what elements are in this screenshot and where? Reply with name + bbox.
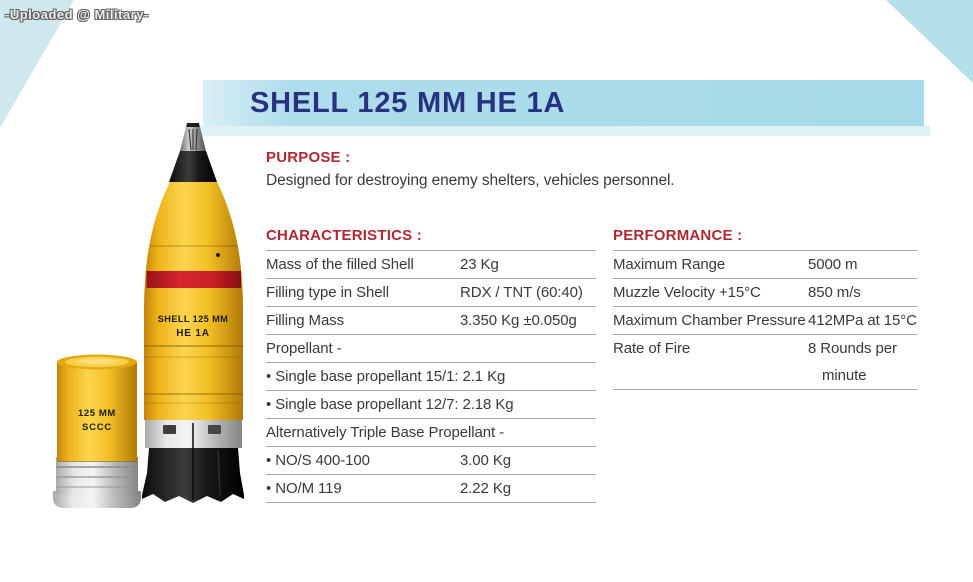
table-row	[266, 446, 596, 474]
row-label: Propellant -	[266, 340, 342, 357]
table-row	[266, 362, 596, 390]
characteristics-section	[266, 227, 596, 503]
row-value: 5000 m	[808, 256, 858, 273]
title-banner-underline	[192, 126, 930, 136]
characteristics-heading: CHARACTERISTICS :	[266, 227, 422, 244]
row-label: • Single base propellant 12/7: 2.18 Kg	[266, 396, 514, 413]
performance-table	[613, 250, 917, 390]
title-banner	[203, 80, 924, 126]
projectile-image	[142, 123, 244, 503]
row-value	[808, 335, 917, 389]
table-row	[266, 306, 596, 334]
table-row	[266, 390, 596, 418]
performance-heading: PERFORMANCE :	[613, 227, 743, 244]
row-value: 3.00 Kg	[460, 452, 512, 469]
nose-cone	[169, 151, 217, 182]
table-row	[613, 278, 917, 306]
table-row	[266, 334, 596, 362]
row-value: 850 m/s	[808, 284, 861, 301]
red-band	[147, 271, 242, 288]
table-row	[266, 278, 596, 306]
table-row	[266, 250, 596, 278]
characteristics-table	[266, 250, 596, 503]
shell-marking-line2: HE 1A	[176, 328, 210, 339]
row-label: • NO/S 400-100	[266, 452, 370, 469]
row-label: Filling Mass	[266, 312, 344, 329]
row-value-line1: 8 Rounds per	[808, 340, 897, 357]
purpose-text: Designed for destroying enemy shelters, vehicles personnel.	[266, 172, 675, 189]
purpose-section	[266, 149, 746, 190]
table-row	[613, 306, 917, 334]
canister-marking-line1: 125 MM	[78, 408, 116, 419]
purpose-heading: PURPOSE :	[266, 149, 351, 166]
row-label: Muzzle Velocity +15°C	[613, 284, 761, 301]
corner-decoration-right	[886, 0, 973, 83]
table-row	[613, 334, 917, 389]
table-row	[266, 418, 596, 446]
table-row	[266, 474, 596, 502]
watermark: -Uploaded @ Military-	[5, 7, 149, 22]
performance-section	[613, 227, 917, 390]
row-value: 412MPa at 15°C	[808, 312, 917, 329]
canister-metal-section	[56, 457, 138, 495]
row-value: 3.350 Kg ±0.050g	[460, 312, 577, 329]
fuze-setscrew	[216, 253, 220, 257]
row-label: Mass of the filled Shell	[266, 256, 414, 273]
row-value-line2: minute	[822, 367, 867, 384]
row-label: • NO/M 119	[266, 480, 342, 497]
table-row	[613, 250, 917, 278]
row-value: 2.22 Kg	[460, 480, 512, 497]
row-label: • Single base propellant 15/1: 2.1 Kg	[266, 368, 506, 385]
shell-marking-line1: SHELL 125 MM	[157, 314, 229, 324]
row-label: Maximum Chamber Pressure	[613, 312, 806, 329]
canister-marking-line2: SCCC	[81, 422, 113, 433]
row-value: RDX / TNT (60:40)	[460, 284, 583, 301]
row-label: Maximum Range	[613, 256, 726, 273]
row-label: Rate of Fire	[613, 340, 691, 357]
row-label: Alternatively Triple Base Propellant -	[266, 424, 504, 441]
row-label: Filling type in Shell	[266, 284, 389, 301]
page-title: SHELL 125 MM HE 1A	[250, 87, 566, 119]
shell-body	[144, 345, 243, 420]
propellant-canister-image	[53, 355, 141, 509]
ammunition-illustration	[40, 105, 255, 517]
row-value: 23 Kg	[460, 256, 499, 273]
